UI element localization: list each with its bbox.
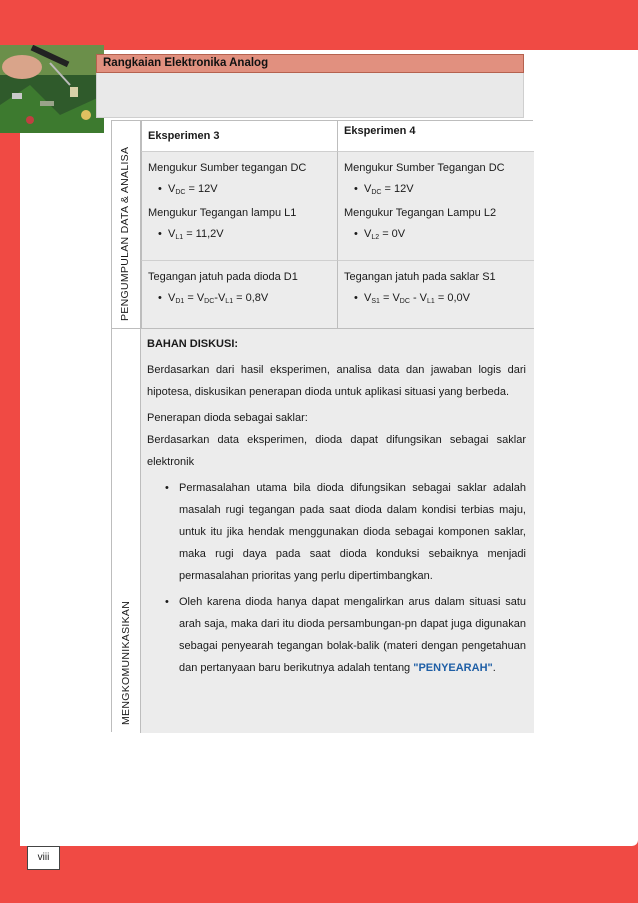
section-label-communication-cell [112, 329, 141, 733]
keyword-penyearah: "PENYEARAH" [413, 662, 493, 674]
section-label-communication: MENGKOMUNIKASIKAN [120, 600, 132, 725]
exp3-vl1: • $V_{L1} = 11,2V$ [148, 224, 333, 248]
exp3-line1: Mengukur Sumber tegangan DC [148, 162, 307, 174]
side-red-band [0, 50, 20, 840]
exp4-vs1: • $V_{S1} = V_{DC} - V_{L1} = 0,0V$ [344, 288, 530, 312]
circuit-board-image [0, 45, 104, 133]
exp4-line2: Mengukur Tegangan Lampu L2 [344, 207, 497, 219]
discussion-bullet-2: • Oleh karena dioda hanya dapat mengalirkan arus dalam situasi satu arah saja, maka dari itu dioda persambungan-pn dapat juga digunakan sebagai penyearah tegangan bolak-balik (materi dengan pengetahuan dan pertanyaan baru berikutnya adalah tentang "PENYEARAH". [165, 596, 526, 674]
exp4-vdc: • $V_{DC} = 12V$ [344, 179, 530, 203]
discussion-paragraph-1: Berdasarkan dari hasil eksperimen, analisa data dan jawaban logis dari hipotesa, diskusikan penerapan dioda untuk aplikasi situasi yang berbeda. [147, 364, 526, 398]
header-title: Rangkaian Elektronika Analog [96, 54, 524, 73]
page-number: viii [27, 846, 60, 870]
exp3-vdc: • $V_{DC} = 12V$ [148, 179, 333, 203]
exp3-line2: Mengukur Tegangan lampu L1 [148, 207, 297, 219]
discussion-title: BAHAN DISKUSI: [147, 338, 239, 350]
exp3-drop-cell [141, 261, 337, 329]
exp4-line1: Mengukur Sumber Tegangan DC [344, 162, 505, 174]
exp3-title: Eksperimen 3 [148, 130, 220, 142]
discussion-bullet-1: • Permasalahan utama bila dioda difungsikan sebagai saklar adalah masalah rugi tegangan pada saat dioda dalam kondisi terbias maju, untuk itu jika hendak menggunakan dioda sebagai komponen saklar, maka rugi daya pada saat dioda konduksi sebaiknya menjadi permasalahan prioritas yang perlu dipertimbangkan. [165, 482, 526, 582]
top-red-band [0, 0, 638, 50]
exp3-vd1: • $V_{D1} = V_{DC}-V_{L1} = 0,8V$ [148, 288, 333, 312]
exp4-line3: Tegangan jatuh pada saklar S1 [344, 271, 496, 283]
exp4-vl2: • $V_{L2} = 0V$ [344, 224, 530, 248]
header-gray-block [96, 73, 524, 118]
exp4-title: Eksperimen 4 [344, 125, 416, 137]
exp4-drop-cell [337, 261, 534, 329]
exp3-title-cell [141, 121, 337, 152]
section-label-analysis-cell [112, 121, 141, 329]
experiment-table [111, 120, 533, 732]
exp3-line3: Tegangan jatuh pada dioda D1 [148, 271, 298, 283]
discussion-section [141, 329, 534, 733]
bottom-white-curve [20, 828, 638, 846]
discussion-paragraph-3: Berdasarkan data eksperimen, dioda dapat difungsikan sebagai saklar elektronik [147, 434, 526, 468]
exp4-measure-cell [337, 152, 534, 261]
exp4-title-cell [337, 121, 534, 152]
section-label-analysis: PENGUMPULAN DATA & ANALISA [119, 146, 131, 321]
exp3-measure-cell [141, 152, 337, 261]
discussion-paragraph-2: Penerapan dioda sebagai saklar: [147, 412, 308, 424]
